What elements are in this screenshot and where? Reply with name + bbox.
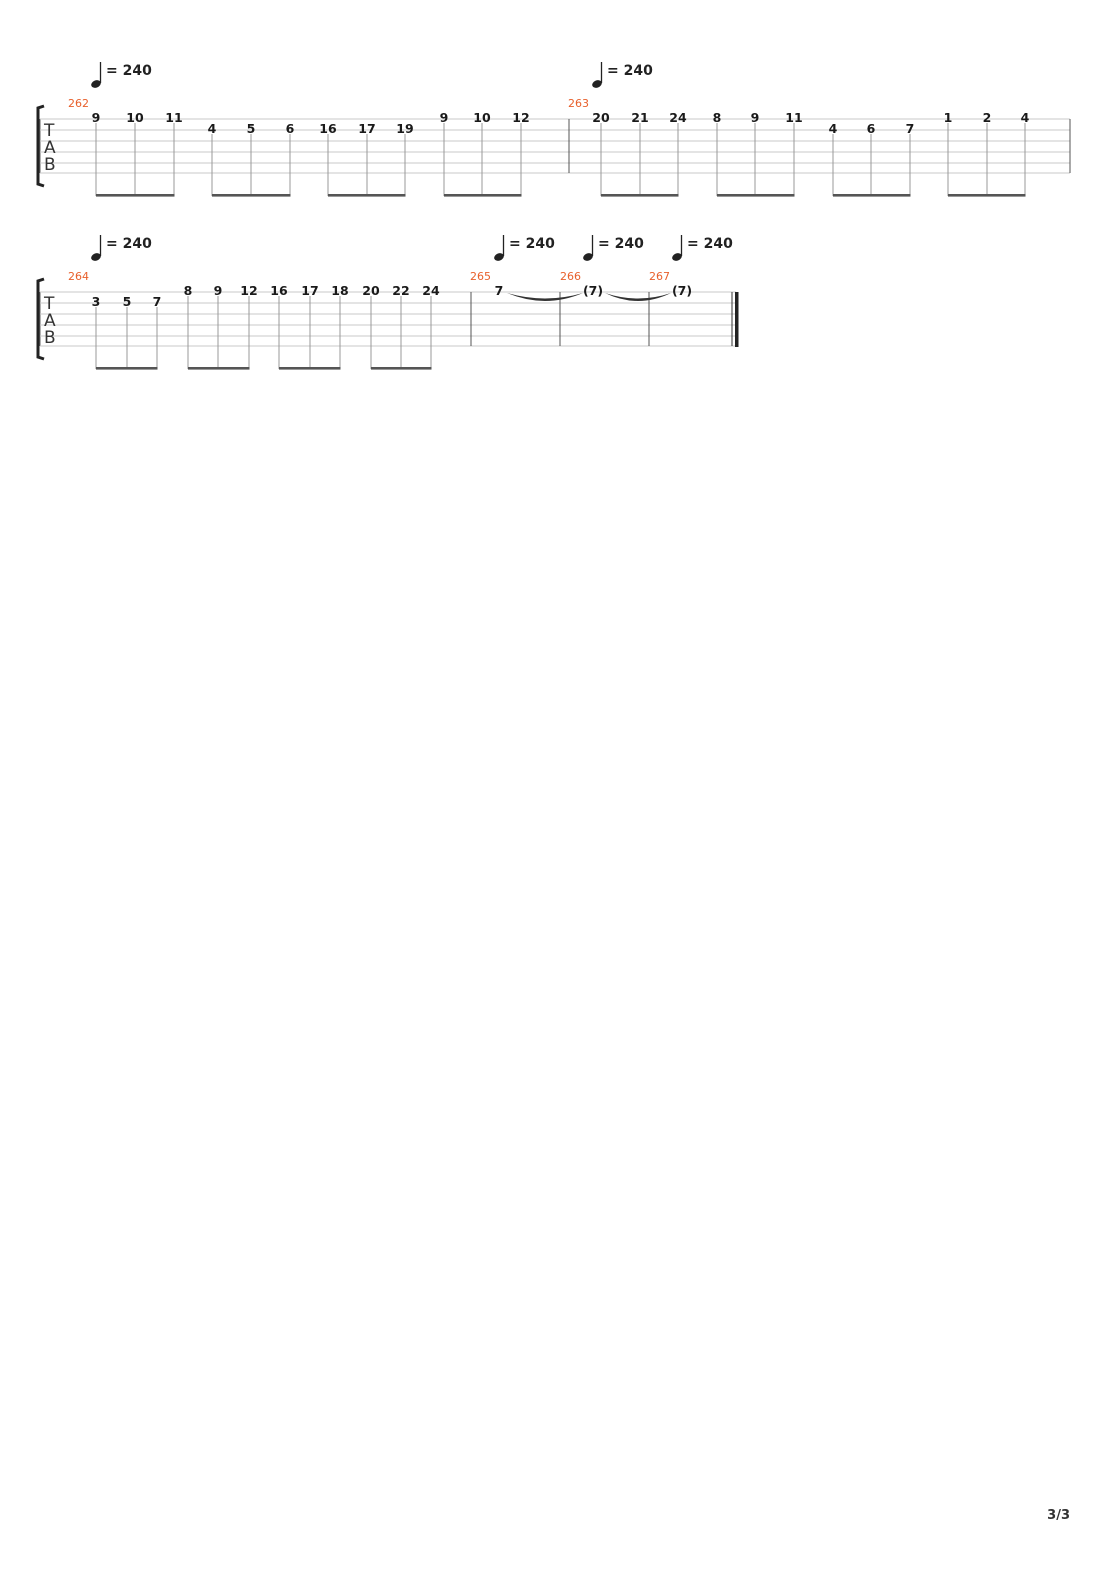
tempo-value: = 240 [106,63,152,79]
staff-lines [40,119,1070,173]
stems [96,123,1025,196]
fret-number: 9 [750,110,760,125]
fret-number: 9 [91,110,101,125]
fret-numbers [92,110,1030,136]
beams [96,194,1026,197]
fret-number: 7 [152,294,162,309]
svg-text:B: B [44,155,56,175]
measure-number: 267 [649,270,670,283]
fret-number: 11 [785,110,803,125]
fret-number: 11 [165,110,183,125]
tempo-marking [671,235,733,262]
fret-number: 24 [669,110,687,125]
final-barline-thick [735,292,739,347]
fret-number: 22 [392,283,410,298]
fret-number: 20 [362,283,380,298]
tempo-value: = 240 [106,236,152,252]
tempo-marking [591,62,653,89]
fret-number: 12 [240,283,258,298]
measure-number: 264 [68,270,89,283]
measure-number: 266 [560,270,581,283]
stems [96,296,431,369]
tempo-value: = 240 [509,236,555,252]
beams [96,367,432,370]
fret-number: 2 [982,110,992,125]
fret-number: 19 [396,121,414,136]
fret-number: (7) [671,283,693,298]
fret-number: 7 [494,283,504,298]
tempo-marking [90,62,152,89]
fret-number: 24 [422,283,440,298]
fret-number: 10 [126,110,144,125]
svg-text:A: A [44,138,56,158]
fret-number: 17 [301,283,319,298]
svg-text:B: B [44,328,56,348]
measure-number: 263 [568,97,589,110]
staff-system-1 [38,62,1070,197]
fret-number: 5 [246,121,256,136]
fret-number: 12 [512,110,530,125]
svg-text:A: A [44,311,56,331]
fret-number: 20 [592,110,610,125]
fret-number: 4 [828,121,838,136]
tie [605,293,671,301]
fret-number: 5 [122,294,132,309]
fret-number: 16 [319,121,337,136]
tab-clef [43,294,56,348]
tempo-value: = 240 [598,236,644,252]
tempo-marking [90,235,152,262]
fret-number: 4 [207,121,217,136]
tempo-value: = 240 [607,63,653,79]
tempo-marking [582,235,644,262]
fret-number: 8 [183,283,193,298]
fret-number: 16 [270,283,288,298]
fret-number: 1 [943,110,953,125]
fret-numbers [92,283,692,309]
fret-number: 4 [1020,110,1030,125]
fret-number: 9 [439,110,449,125]
fret-number: 6 [866,121,876,136]
fret-number: (7) [582,283,604,298]
fret-number: 3 [91,294,101,309]
page-number: 3/3 [1047,1508,1070,1523]
fret-number: 6 [285,121,295,136]
measure-number: 262 [68,97,89,110]
fret-number: 21 [631,110,649,125]
fret-number: 17 [358,121,376,136]
fret-number: 7 [905,121,915,136]
fret-number: 18 [331,283,349,298]
fret-number: 8 [712,110,722,125]
staff-system-2 [38,235,739,370]
tab-clef [43,121,56,175]
measure-number: 265 [470,270,491,283]
tempo-marking [493,235,555,262]
fret-number: 10 [473,110,491,125]
svg-text:T: T [44,294,55,314]
svg-text:T: T [44,121,55,141]
tie [507,293,583,301]
tempo-value: = 240 [687,236,733,252]
fret-number: 9 [213,283,223,298]
